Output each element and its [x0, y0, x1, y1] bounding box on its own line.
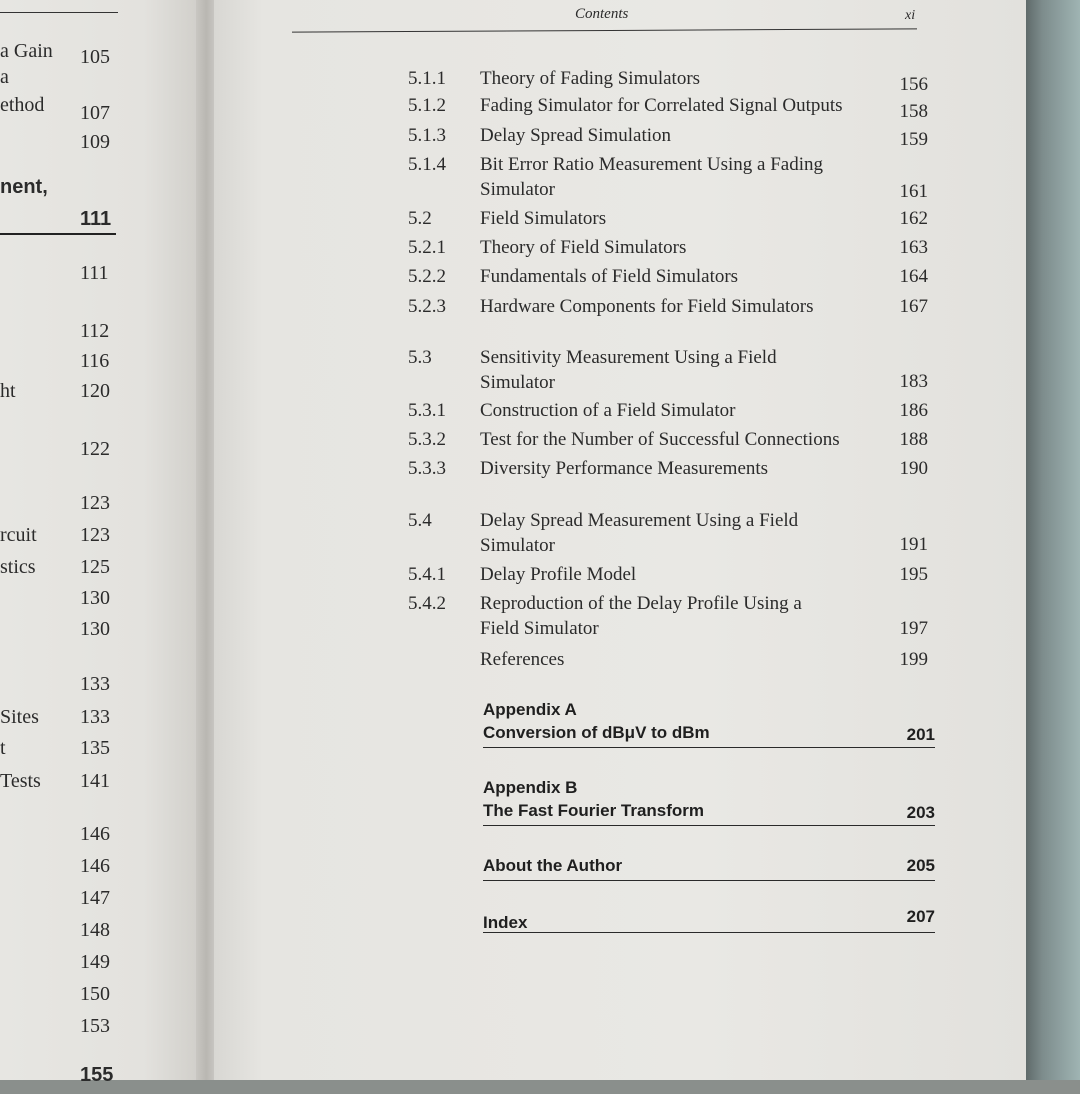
entry-title: Hardware Components for Field Simulators: [480, 296, 814, 317]
running-title: Contents: [575, 6, 629, 22]
left-row: [0, 176, 205, 206]
appendix-entry: [483, 856, 935, 886]
entry-title: Fundamentals of Field Simulators: [480, 266, 739, 287]
entry-title: Theory of Field Simulators: [480, 237, 687, 258]
entry-page: 183: [899, 371, 928, 392]
left-row: [0, 855, 205, 885]
entry-page: 161: [899, 181, 928, 202]
chapter-rule: [0, 233, 116, 235]
entry-page: 162: [899, 208, 928, 229]
left-row: [0, 737, 205, 767]
left-row-page: 141: [80, 770, 110, 792]
entry-title: Field Simulators: [480, 208, 607, 229]
left-row-text: Sites: [0, 706, 39, 728]
top-rule: [0, 12, 118, 13]
left-row-page: 135: [80, 737, 110, 759]
left-row: [0, 823, 205, 853]
left-row: [0, 492, 205, 522]
left-row-page: 148: [80, 919, 110, 941]
left-row-page: 116: [80, 350, 110, 372]
entry-title: Delay Spread Measurement Using a Field Simulator: [480, 510, 799, 556]
appendix-label: Appendix B: [483, 778, 578, 797]
left-row-text: nent,: [0, 176, 48, 198]
left-row: [0, 887, 205, 917]
left-row: [0, 618, 205, 648]
left-row-page: 125: [80, 556, 110, 578]
left-row-page: 133: [80, 673, 110, 695]
left-row-page: 153: [80, 1015, 110, 1037]
left-row-text: rcuit: [0, 524, 37, 546]
left-row-text: Tests: [0, 770, 41, 792]
entry-title: Construction of a Field Simulator: [480, 400, 736, 421]
left-row-text: a: [0, 66, 9, 88]
appendix-rule: [483, 825, 935, 826]
left-row: [0, 94, 205, 124]
left-row: [0, 983, 205, 1013]
section-number: 5.2: [408, 208, 432, 229]
left-row: [0, 919, 205, 949]
left-row-page: 150: [80, 983, 110, 1005]
entry-title: Fading Simulator for Correlated Signal Outputs: [480, 95, 843, 116]
left-row: [0, 556, 205, 586]
entry-title: Reproduction of the Delay Profile Using a Field Simulator: [480, 593, 802, 639]
left-page: [0, 0, 205, 1086]
left-row: [0, 524, 205, 554]
section-number: 5.3.2: [408, 429, 446, 450]
left-row-text: stics: [0, 556, 36, 578]
section-number: 5.2.1: [408, 237, 446, 258]
left-row: [0, 350, 205, 380]
left-row: [0, 587, 205, 617]
entry-title: Delay Profile Model: [480, 564, 637, 585]
appendix-label: Appendix A: [483, 700, 577, 719]
left-row-page: 109: [80, 131, 110, 153]
appendix-entry: [483, 907, 935, 940]
left-row-page: 123: [80, 524, 110, 546]
section-number: 5.2.3: [408, 296, 446, 317]
left-row-page: 111: [80, 262, 109, 284]
entry-page: 167: [899, 296, 928, 317]
entry-page: 164: [899, 266, 928, 287]
page-edge: [1026, 0, 1080, 1080]
section-number: 5.3.1: [408, 400, 446, 421]
left-row-page: 147: [80, 887, 110, 909]
appendix-rule: [483, 747, 935, 748]
entry-title: Test for the Number of Successful Connections: [480, 429, 840, 450]
section-number: 5.1.1: [408, 68, 446, 89]
appendix-title: The Fast Fourier Transform: [483, 801, 705, 820]
appendix-page: 201: [906, 725, 935, 744]
left-row-page: 133: [80, 706, 110, 728]
section-number: 5.4: [408, 510, 432, 531]
left-row-text: a Gain: [0, 40, 53, 62]
appendix-page: 203: [906, 803, 935, 822]
entry-page: 195: [899, 564, 928, 585]
appendix-title: Conversion of dBμV to dBm: [483, 723, 710, 742]
appendix-entry: [483, 700, 935, 750]
left-row: [0, 131, 205, 161]
left-row-page: 130: [80, 587, 110, 609]
section-number: 5.4.2: [408, 593, 446, 614]
entry-page: 158: [899, 101, 928, 122]
section-number: 5.1.2: [408, 95, 446, 116]
left-row-text: t: [0, 737, 6, 759]
left-row: [0, 951, 205, 981]
entry-page: 163: [899, 237, 928, 258]
page-folio: xi: [905, 8, 916, 23]
appendix-page: 205: [906, 856, 935, 875]
left-row: [0, 320, 205, 350]
entry-page: 190: [899, 458, 928, 479]
section-number: 5.3: [408, 347, 432, 368]
left-row: [0, 380, 205, 410]
left-row: [0, 770, 205, 800]
entry-page: 159: [899, 129, 928, 150]
left-row: [0, 66, 205, 96]
left-row-page: 149: [80, 951, 110, 973]
left-row-page: 123: [80, 492, 110, 514]
appendix-entry: [483, 778, 935, 828]
appendix-page: 207: [906, 907, 935, 926]
entry-page: 197: [899, 618, 928, 639]
entry-title: Diversity Performance Measurements: [480, 458, 769, 479]
entry-title: Bit Error Ratio Measurement Using a Fading Simulator: [480, 154, 823, 200]
left-row: [0, 706, 205, 736]
appendix-title: Index: [483, 913, 528, 932]
left-row-page: 111: [80, 208, 112, 230]
left-row-page: 107: [80, 102, 110, 124]
left-row-page: 146: [80, 855, 110, 877]
entry-page: 156: [899, 74, 928, 95]
section-number: 5.1.4: [408, 154, 446, 175]
left-row: [0, 673, 205, 703]
left-row-page: 105: [80, 46, 110, 68]
section-number: 5.1.3: [408, 125, 446, 146]
entry-page: 191: [899, 534, 928, 555]
entry-page: 199: [899, 649, 928, 670]
left-row: [0, 1015, 205, 1045]
left-row: [0, 262, 205, 292]
appendix-title: About the Author: [483, 856, 623, 875]
left-row-page: 122: [80, 438, 110, 460]
appendix-rule: [483, 880, 935, 881]
left-row-text: ethod: [0, 94, 45, 116]
section-number: 5.4.1: [408, 564, 446, 585]
left-row-text: ht: [0, 380, 16, 402]
entry-title: Theory of Fading Simulators: [480, 68, 701, 89]
entry-page: 186: [899, 400, 928, 421]
entry-page: 188: [899, 429, 928, 450]
left-row-page: 130: [80, 618, 110, 640]
appendix-rule: [483, 932, 935, 933]
left-row-page: 120: [80, 380, 110, 402]
section-number: 5.3.3: [408, 458, 446, 479]
left-row-page: 155: [80, 1064, 114, 1086]
left-row: [0, 1064, 205, 1094]
section-number: 5.2.2: [408, 266, 446, 287]
entry-title: Sensitivity Measurement Using a Field Simulator: [480, 347, 777, 393]
left-row-page: 146: [80, 823, 110, 845]
entry-title: Delay Spread Simulation: [480, 125, 672, 146]
left-row-page: 112: [80, 320, 110, 342]
entry-title: References: [480, 649, 565, 670]
left-row: [0, 438, 205, 468]
